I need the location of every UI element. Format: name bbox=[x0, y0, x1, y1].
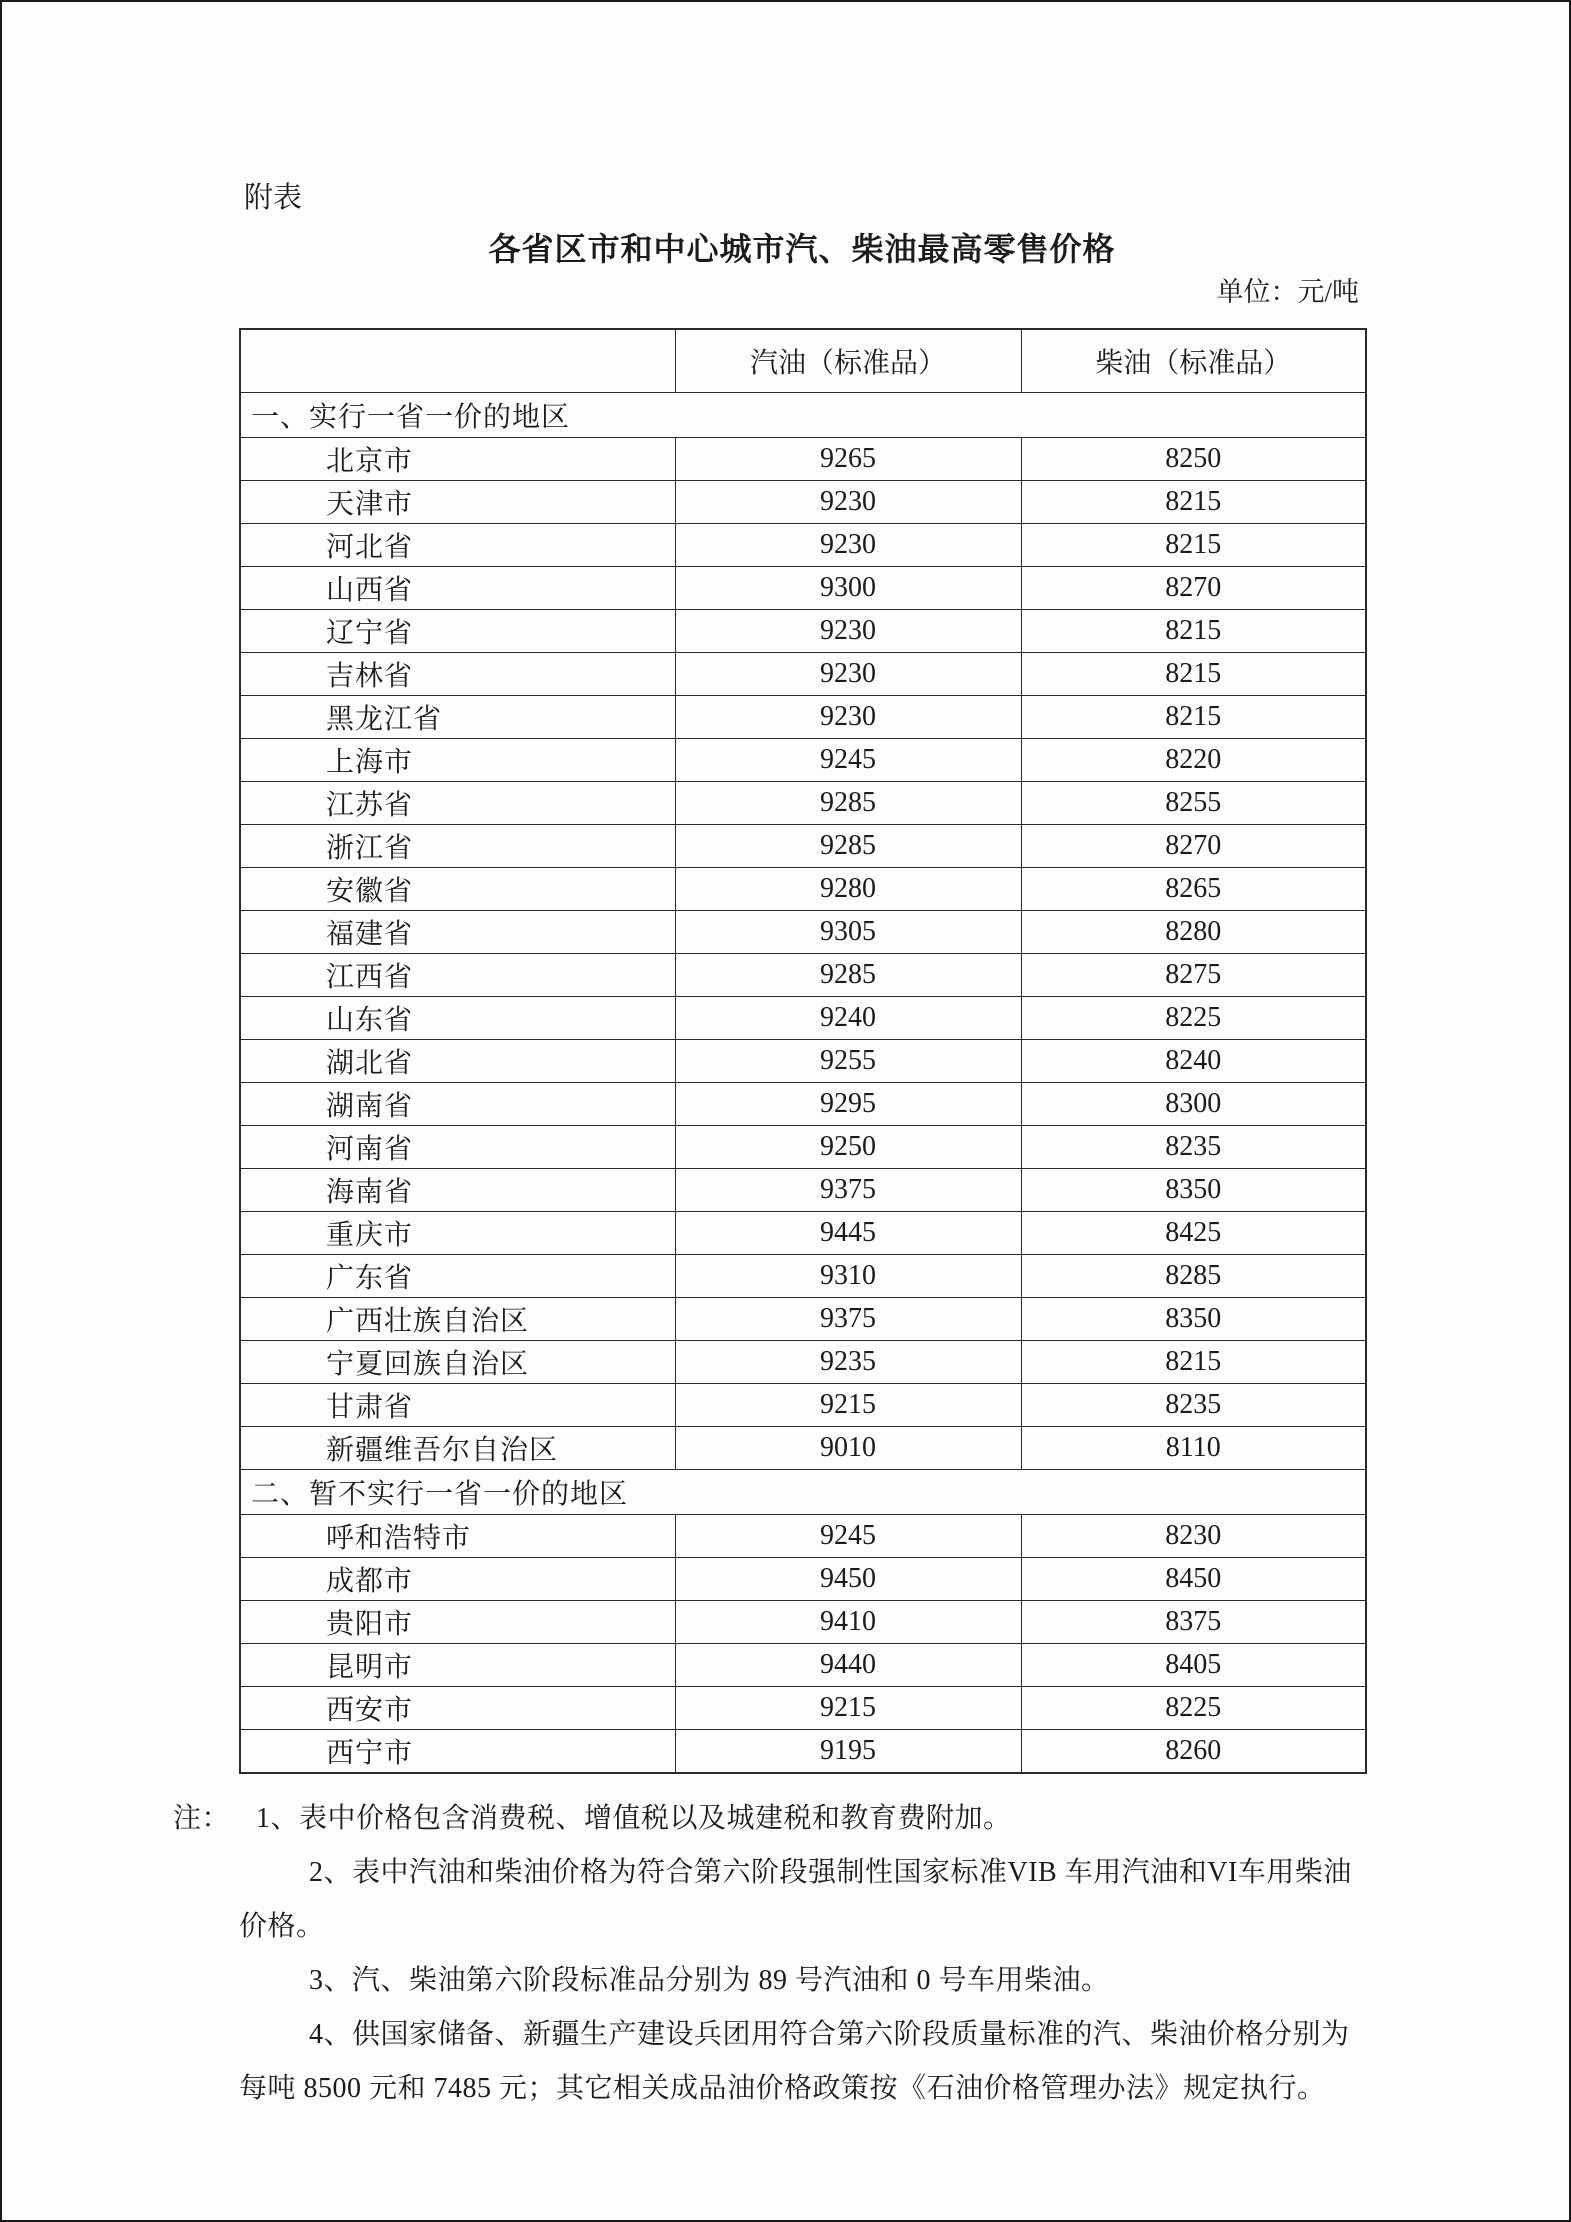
diesel-price-cell: 8215 bbox=[1021, 524, 1366, 567]
gasoline-price-cell: 9195 bbox=[675, 1730, 1021, 1774]
gasoline-price-cell: 9445 bbox=[675, 1212, 1021, 1255]
region-cell: 贵阳市 bbox=[240, 1601, 675, 1644]
diesel-price-cell: 8220 bbox=[1021, 739, 1366, 782]
section-heading-row bbox=[240, 393, 1366, 438]
gasoline-price-cell: 9375 bbox=[675, 1169, 1021, 1212]
diesel-price-cell: 8275 bbox=[1021, 954, 1366, 997]
diesel-column-header: 柴油（标准品） bbox=[1021, 329, 1366, 393]
diesel-price-cell: 8350 bbox=[1021, 1298, 1366, 1341]
diesel-price-cell: 8280 bbox=[1021, 911, 1366, 954]
region-cell: 江西省 bbox=[240, 954, 675, 997]
region-cell: 海南省 bbox=[240, 1169, 675, 1212]
gasoline-price-cell: 9255 bbox=[675, 1040, 1021, 1083]
gasoline-price-cell: 9450 bbox=[675, 1558, 1021, 1601]
table-row bbox=[240, 1730, 1366, 1774]
note-item-4: 4、供国家储备、新疆生产建设兵团用符合第六阶段质量标准的汽、柴油价格分别为每吨 8500 元和 7485 元；其它相关成品油价格政策按《石油价格管理办法》规定执行。 bbox=[239, 2019, 1350, 2104]
diesel-price-cell: 8215 bbox=[1021, 610, 1366, 653]
table-row bbox=[240, 1040, 1366, 1083]
table-row bbox=[240, 997, 1366, 1040]
gasoline-price-cell: 9410 bbox=[675, 1601, 1021, 1644]
region-cell: 吉林省 bbox=[240, 653, 675, 696]
diesel-price-cell: 8215 bbox=[1021, 481, 1366, 524]
table-row bbox=[240, 782, 1366, 825]
gasoline-price-cell: 9375 bbox=[675, 1298, 1021, 1341]
region-cell: 西宁市 bbox=[240, 1730, 675, 1774]
table-row bbox=[240, 1169, 1366, 1212]
diesel-price-cell: 8405 bbox=[1021, 1644, 1366, 1687]
gasoline-price-cell: 9230 bbox=[675, 481, 1021, 524]
region-cell: 西安市 bbox=[240, 1687, 675, 1730]
table-row bbox=[240, 825, 1366, 868]
region-cell: 新疆维吾尔自治区 bbox=[240, 1427, 675, 1470]
table-row bbox=[240, 1601, 1366, 1644]
diesel-price-cell: 8450 bbox=[1021, 1558, 1366, 1601]
diesel-price-cell: 8225 bbox=[1021, 997, 1366, 1040]
diesel-price-cell: 8300 bbox=[1021, 1083, 1366, 1126]
table-row bbox=[240, 1255, 1366, 1298]
gasoline-price-cell: 9245 bbox=[675, 739, 1021, 782]
region-cell: 呼和浩特市 bbox=[240, 1515, 675, 1558]
region-cell: 福建省 bbox=[240, 911, 675, 954]
gasoline-price-cell: 9295 bbox=[675, 1083, 1021, 1126]
region-cell: 昆明市 bbox=[240, 1644, 675, 1687]
gasoline-price-cell: 9310 bbox=[675, 1255, 1021, 1298]
gasoline-column-header: 汽油（标准品） bbox=[675, 329, 1021, 393]
diesel-price-cell: 8215 bbox=[1021, 696, 1366, 739]
table-row bbox=[240, 1083, 1366, 1126]
region-cell: 河南省 bbox=[240, 1126, 675, 1169]
gasoline-price-cell: 9215 bbox=[675, 1687, 1021, 1730]
gasoline-price-cell: 9305 bbox=[675, 911, 1021, 954]
gasoline-price-cell: 9285 bbox=[675, 954, 1021, 997]
region-cell: 安徽省 bbox=[240, 868, 675, 911]
region-cell: 成都市 bbox=[240, 1558, 675, 1601]
region-cell: 广西壮族自治区 bbox=[240, 1298, 675, 1341]
notes-label: 注： bbox=[173, 1803, 231, 1834]
diesel-price-cell: 8235 bbox=[1021, 1384, 1366, 1427]
table-row bbox=[240, 1427, 1366, 1470]
gasoline-price-cell: 9250 bbox=[675, 1126, 1021, 1169]
table-row bbox=[240, 567, 1366, 610]
diesel-price-cell: 8270 bbox=[1021, 825, 1366, 868]
unit-label: 单位：元/吨 bbox=[1216, 277, 1359, 307]
gasoline-price-cell: 9440 bbox=[675, 1644, 1021, 1687]
diesel-price-cell: 8235 bbox=[1021, 1126, 1366, 1169]
diesel-price-cell: 8215 bbox=[1021, 653, 1366, 696]
table-row bbox=[240, 739, 1366, 782]
diesel-price-cell: 8425 bbox=[1021, 1212, 1366, 1255]
gasoline-price-cell: 9010 bbox=[675, 1427, 1021, 1470]
note-text-1: 1、表中价格包含消费税、增值税以及城建税和教育费附加。 bbox=[256, 1803, 1012, 1834]
region-cell: 山西省 bbox=[240, 567, 675, 610]
region-cell: 河北省 bbox=[240, 524, 675, 567]
region-cell: 北京市 bbox=[240, 438, 675, 481]
table-row bbox=[240, 610, 1366, 653]
gasoline-price-cell: 9235 bbox=[675, 1341, 1021, 1384]
note-item-2: 2、表中汽油和柴油价格为符合第六阶段强制性国家标准VIB 车用汽油和VI车用柴油价格。 bbox=[239, 1857, 1352, 1942]
table-row bbox=[240, 696, 1366, 739]
table-row bbox=[240, 954, 1366, 997]
region-cell: 黑龙江省 bbox=[240, 696, 675, 739]
gasoline-price-cell: 9230 bbox=[675, 524, 1021, 567]
diesel-price-cell: 8110 bbox=[1021, 1427, 1366, 1470]
section-heading-row bbox=[240, 1470, 1366, 1515]
region-cell: 广东省 bbox=[240, 1255, 675, 1298]
table-row bbox=[240, 1558, 1366, 1601]
diesel-price-cell: 8215 bbox=[1021, 1341, 1366, 1384]
diesel-price-cell: 8375 bbox=[1021, 1601, 1366, 1644]
diesel-price-cell: 8230 bbox=[1021, 1515, 1366, 1558]
diesel-price-cell: 8250 bbox=[1021, 438, 1366, 481]
diesel-price-cell: 8255 bbox=[1021, 782, 1366, 825]
gasoline-price-cell: 9240 bbox=[675, 997, 1021, 1040]
region-cell: 浙江省 bbox=[240, 825, 675, 868]
notes-section bbox=[173, 1792, 1365, 2116]
region-cell: 上海市 bbox=[240, 739, 675, 782]
table-row bbox=[240, 1298, 1366, 1341]
fuel-price-table bbox=[239, 328, 1367, 1774]
region-cell: 重庆市 bbox=[240, 1212, 675, 1255]
table-row bbox=[240, 481, 1366, 524]
diesel-price-cell: 8240 bbox=[1021, 1040, 1366, 1083]
diesel-price-cell: 8260 bbox=[1021, 1730, 1366, 1774]
table-row bbox=[240, 1126, 1366, 1169]
note-item-1 bbox=[173, 1792, 1365, 1846]
gasoline-price-cell: 9300 bbox=[675, 567, 1021, 610]
table-row bbox=[240, 1644, 1366, 1687]
gasoline-price-cell: 9265 bbox=[675, 438, 1021, 481]
region-cell: 山东省 bbox=[240, 997, 675, 1040]
table-row bbox=[240, 524, 1366, 567]
gasoline-price-cell: 9215 bbox=[675, 1384, 1021, 1427]
gasoline-price-cell: 9285 bbox=[675, 825, 1021, 868]
table-header-row bbox=[240, 329, 1366, 393]
appendix-label: 附表 bbox=[244, 182, 303, 214]
gasoline-price-cell: 9230 bbox=[675, 610, 1021, 653]
table-row bbox=[240, 868, 1366, 911]
gasoline-price-cell: 9230 bbox=[675, 653, 1021, 696]
diesel-price-cell: 8225 bbox=[1021, 1687, 1366, 1730]
region-cell: 湖南省 bbox=[240, 1083, 675, 1126]
table-row bbox=[240, 1687, 1366, 1730]
diesel-price-cell: 8270 bbox=[1021, 567, 1366, 610]
gasoline-price-cell: 9245 bbox=[675, 1515, 1021, 1558]
section-heading: 二、暂不实行一省一价的地区 bbox=[240, 1470, 1366, 1515]
gasoline-price-cell: 9230 bbox=[675, 696, 1021, 739]
region-cell: 江苏省 bbox=[240, 782, 675, 825]
region-cell: 天津市 bbox=[240, 481, 675, 524]
page-title: 各省区市和中心城市汽、柴油最高零售价格 bbox=[488, 231, 1116, 267]
note-item-3: 3、汽、柴油第六阶段标准品分别为 89 号汽油和 0 号车用柴油。 bbox=[309, 1965, 1110, 1996]
table-row bbox=[240, 1384, 1366, 1427]
region-cell: 甘肃省 bbox=[240, 1384, 675, 1427]
region-cell: 宁夏回族自治区 bbox=[240, 1341, 675, 1384]
section-heading: 一、实行一省一价的地区 bbox=[240, 393, 1366, 438]
document-content bbox=[173, 182, 1365, 2116]
table-row bbox=[240, 1341, 1366, 1384]
table-row bbox=[240, 653, 1366, 696]
diesel-price-cell: 8285 bbox=[1021, 1255, 1366, 1298]
table-row bbox=[240, 438, 1366, 481]
diesel-price-cell: 8350 bbox=[1021, 1169, 1366, 1212]
region-column-header bbox=[240, 329, 675, 393]
gasoline-price-cell: 9280 bbox=[675, 868, 1021, 911]
region-cell: 辽宁省 bbox=[240, 610, 675, 653]
region-cell: 湖北省 bbox=[240, 1040, 675, 1083]
table-row bbox=[240, 911, 1366, 954]
table-row bbox=[240, 1212, 1366, 1255]
gasoline-price-cell: 9285 bbox=[675, 782, 1021, 825]
diesel-price-cell: 8265 bbox=[1021, 868, 1366, 911]
table-row bbox=[240, 1515, 1366, 1558]
